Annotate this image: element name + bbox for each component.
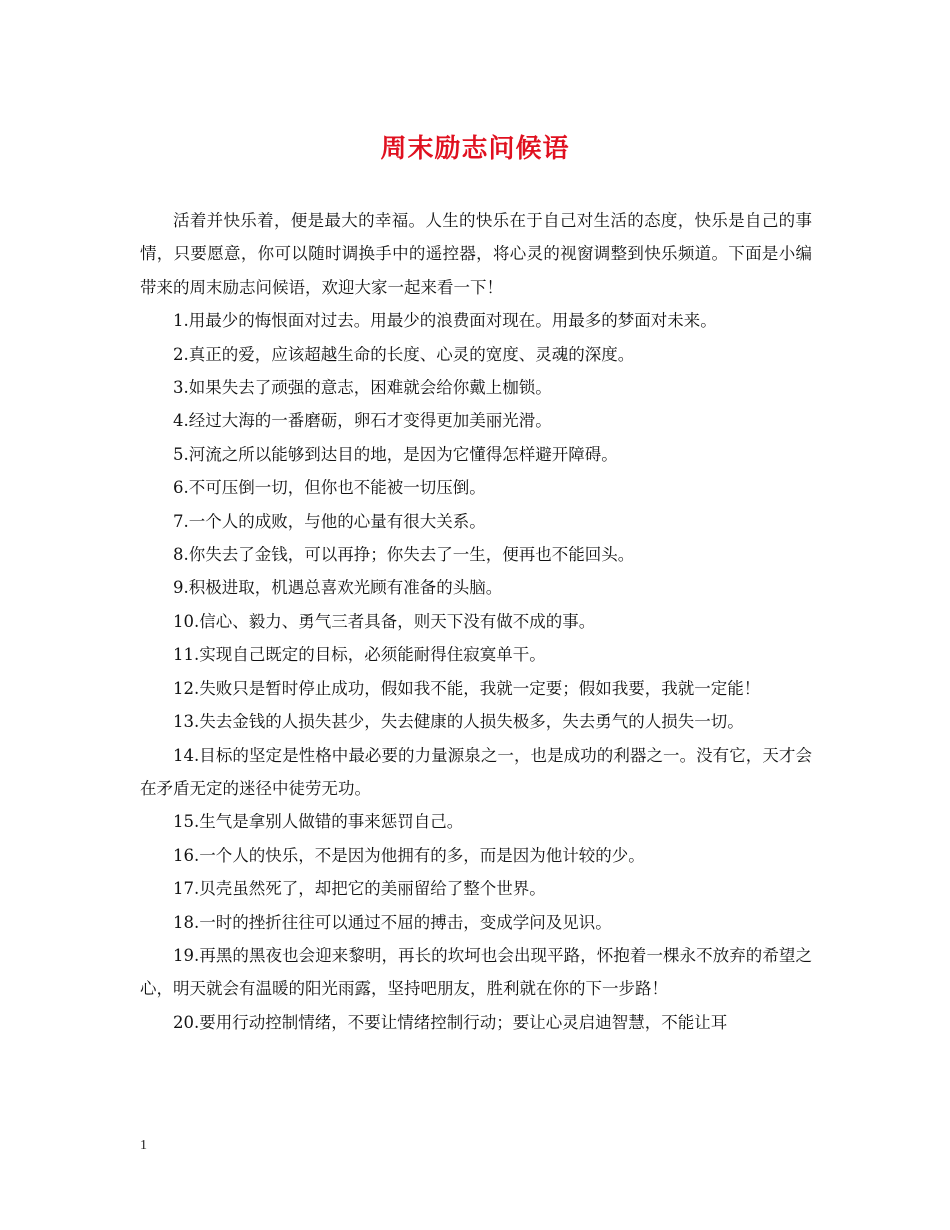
list-item: 1.用最少的悔恨面对过去。用最少的浪费面对现在。用最多的梦面对未来。 (173, 311, 717, 331)
list-item: 4.经过大海的一番磨砺，卵石才变得更加美丽光滑。 (173, 411, 552, 431)
list-item: 5.河流之所以能够到达目的地，是因为它懂得怎样避开障碍。 (173, 444, 618, 464)
intro-paragraph: 活着并快乐着，便是最大的幸福。人生的快乐在于自己对生活的态度，快乐是自己的事情，只要愿意，你可以随时调换手中的遥控器，将心灵的视窗调整到快乐频道。下面是小编带来的周末励志问候语，欢迎大家一起来看一下！ (140, 211, 812, 297)
list-item: 2.真正的爱，应该超越生命的长度、心灵的宽度、灵魂的深度。 (173, 344, 635, 364)
list-item: 18.一时的挫折往往可以通过不屈的搏击，变成学问及见识。 (173, 912, 612, 932)
list-item: 3.如果失去了顽强的意志，困难就会给你戴上枷锁。 (173, 378, 552, 398)
page-number: 1 (140, 1138, 147, 1153)
list-item: 20.要用行动控制情绪，不要让情绪控制行动；要让心灵启迪智慧，不能让耳 (173, 1012, 728, 1032)
list-item: 11.实现自己既定的目标，必须能耐得住寂寞单干。 (173, 645, 546, 665)
document-body (140, 204, 812, 1039)
list-item: 14.目标的坚定是性格中最必要的力量源泉之一，也是成功的利器之一。没有它，天才会在矛盾无定的迷径中徒劳无功。 (140, 745, 812, 798)
list-item: 15.生气是拿别人做错的事来惩罚自己。 (173, 812, 464, 832)
list-item: 12.失败只是暂时停止成功，假如我不能，我就一定要；假如我要，我就一定能！ (173, 678, 761, 698)
list-item: 8.你失去了金钱，可以再挣；你失去了一生，便再也不能回头。 (173, 545, 635, 565)
list-item: 6.不可压倒一切，但你也不能被一切压倒。 (173, 478, 486, 498)
list-item: 9.积极进取，机遇总喜欢光顾有准备的头脑。 (173, 578, 503, 598)
document-title: 周末励志问候语 (380, 134, 570, 164)
list-item: 19.再黑的黑夜也会迎来黎明，再长的坎坷也会出现平路，怀抱着一棵永不放弃的希望之心，明天就会有温暖的阳光雨露，坚持吧朋友，胜利就在你的下一步路！ (140, 945, 812, 999)
list-item: 13.失去金钱的人损失甚少，失去健康的人损失极多，失去勇气的人损失一切。 (173, 712, 744, 732)
list-item: 7.一个人的成败，与他的心量有很大关系。 (173, 511, 486, 531)
list-item: 10.信心、毅力、勇气三者具备，则天下没有做不成的事。 (173, 611, 596, 631)
list-item: 16.一个人的快乐，不是因为他拥有的多，而是因为他计较的少。 (173, 845, 645, 865)
list-item: 17.贝壳虽然死了，却把它的美丽留给了整个世界。 (173, 879, 546, 899)
